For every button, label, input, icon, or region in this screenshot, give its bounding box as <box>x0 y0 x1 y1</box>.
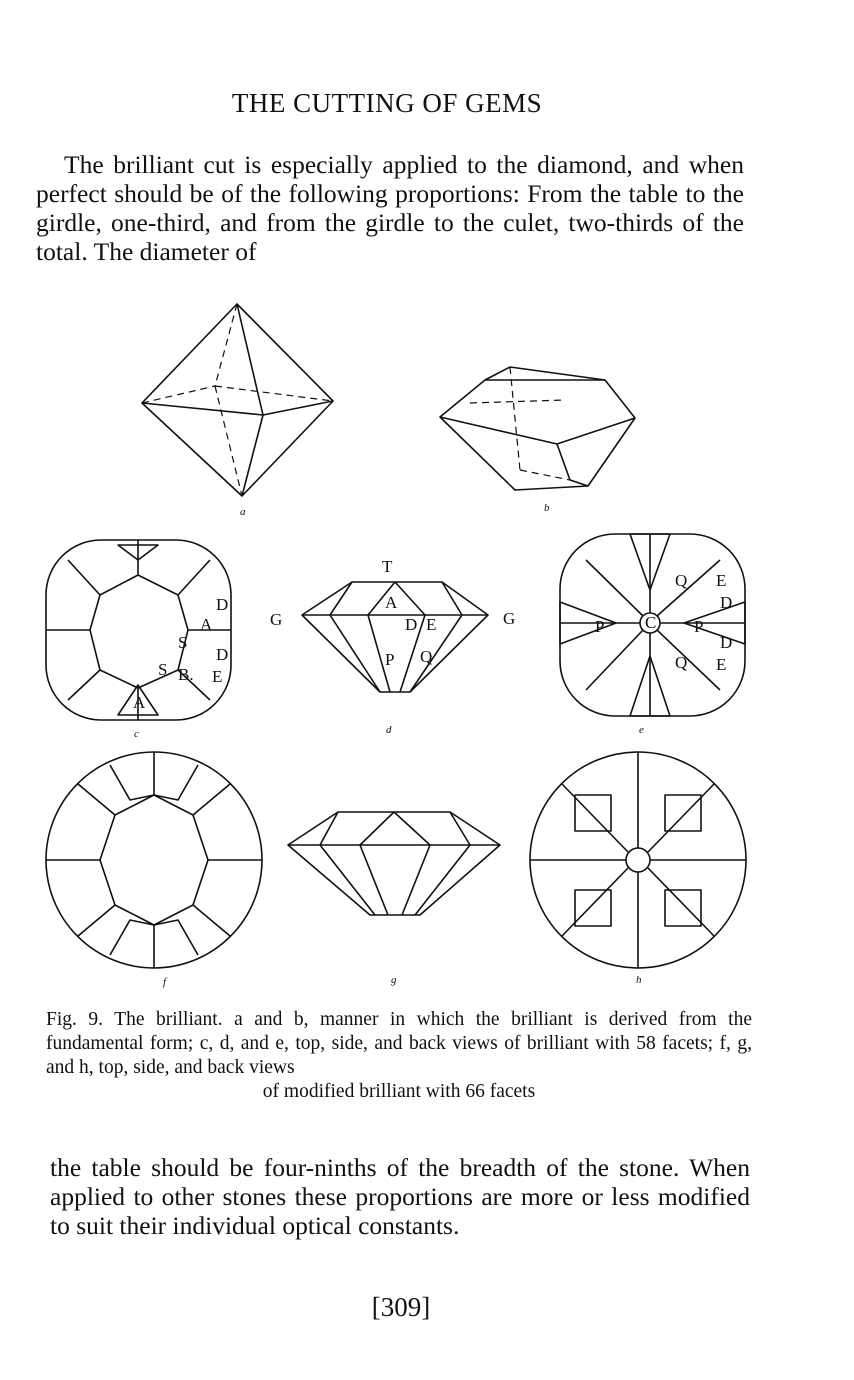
diagram-e-back <box>560 534 745 716</box>
running-head: THE CUTTING OF GEMS <box>231 88 543 118</box>
figure-9 <box>30 290 760 995</box>
svg-text:P: P <box>694 617 704 636</box>
svg-text:B.: B. <box>178 665 194 684</box>
svg-text:A: A <box>385 593 398 612</box>
page-number: [309] <box>371 1292 431 1322</box>
svg-text:A: A <box>133 693 146 712</box>
svg-text:Q: Q <box>675 653 688 672</box>
svg-text:T: T <box>382 557 393 576</box>
label-d: d <box>386 724 392 736</box>
diagram-g-side <box>288 812 500 915</box>
label-e: e <box>639 724 644 736</box>
svg-text:S: S <box>158 660 168 679</box>
diagram-f-top <box>46 752 262 968</box>
svg-text:G: G <box>270 610 283 629</box>
label-f: f <box>163 976 167 988</box>
diagram-h-back <box>530 752 746 968</box>
svg-text:E: E <box>212 667 223 686</box>
svg-text:D: D <box>720 633 733 652</box>
figure-9-drawing <box>30 290 760 995</box>
caption-fig-number: Fig. 9. <box>46 1009 104 1030</box>
label-a: a <box>240 506 246 518</box>
svg-text:D: D <box>216 595 229 614</box>
body-paragraph-1: The brilliant cut is especially applied to the diamond, and when perfect should be of the following proportions: From the table to the girdle, one-third, and from the girdle to the culet, two-thirds of the total. The diameter of <box>36 150 744 266</box>
svg-text:S: S <box>178 633 188 652</box>
label-c: c <box>134 728 139 740</box>
figure-caption <box>46 1008 752 1104</box>
svg-text:D: D <box>405 615 418 634</box>
diagram-c-top <box>46 540 231 720</box>
svg-text:E: E <box>426 615 437 634</box>
diagram-d-side <box>270 557 515 692</box>
label-g: g <box>391 974 397 986</box>
svg-text:P: P <box>385 650 395 669</box>
svg-text:A: A <box>200 615 213 634</box>
caption-last-line: of modified brilliant with 66 facets <box>262 1081 536 1102</box>
caption-text: The brilliant. a and b, manner in which the brilliant is derived from the fundamental form; c, d, and e, top, side, and back views of brilliant with 58 facets; f, g, and h, top, side, and back views <box>46 1009 752 1078</box>
svg-text:Q: Q <box>420 647 433 666</box>
svg-text:D: D <box>216 645 229 664</box>
svg-text:P: P <box>595 617 605 636</box>
svg-text:E: E <box>716 571 727 590</box>
label-h: h <box>636 974 642 986</box>
svg-text:D: D <box>720 593 733 612</box>
diagram-a-octahedron <box>142 304 333 496</box>
label-b: b <box>544 502 550 514</box>
svg-text:G: G <box>503 609 516 628</box>
svg-text:C: C <box>645 613 657 632</box>
body-paragraph-2: the table should be four-ninths of the breadth of the stone. When applied to other stones these proportions are more or less modified to suit their individual optical constants. <box>50 1153 750 1240</box>
diagram-b-truncated <box>440 367 635 490</box>
svg-text:Q: Q <box>675 571 688 590</box>
svg-text:E: E <box>716 655 727 674</box>
